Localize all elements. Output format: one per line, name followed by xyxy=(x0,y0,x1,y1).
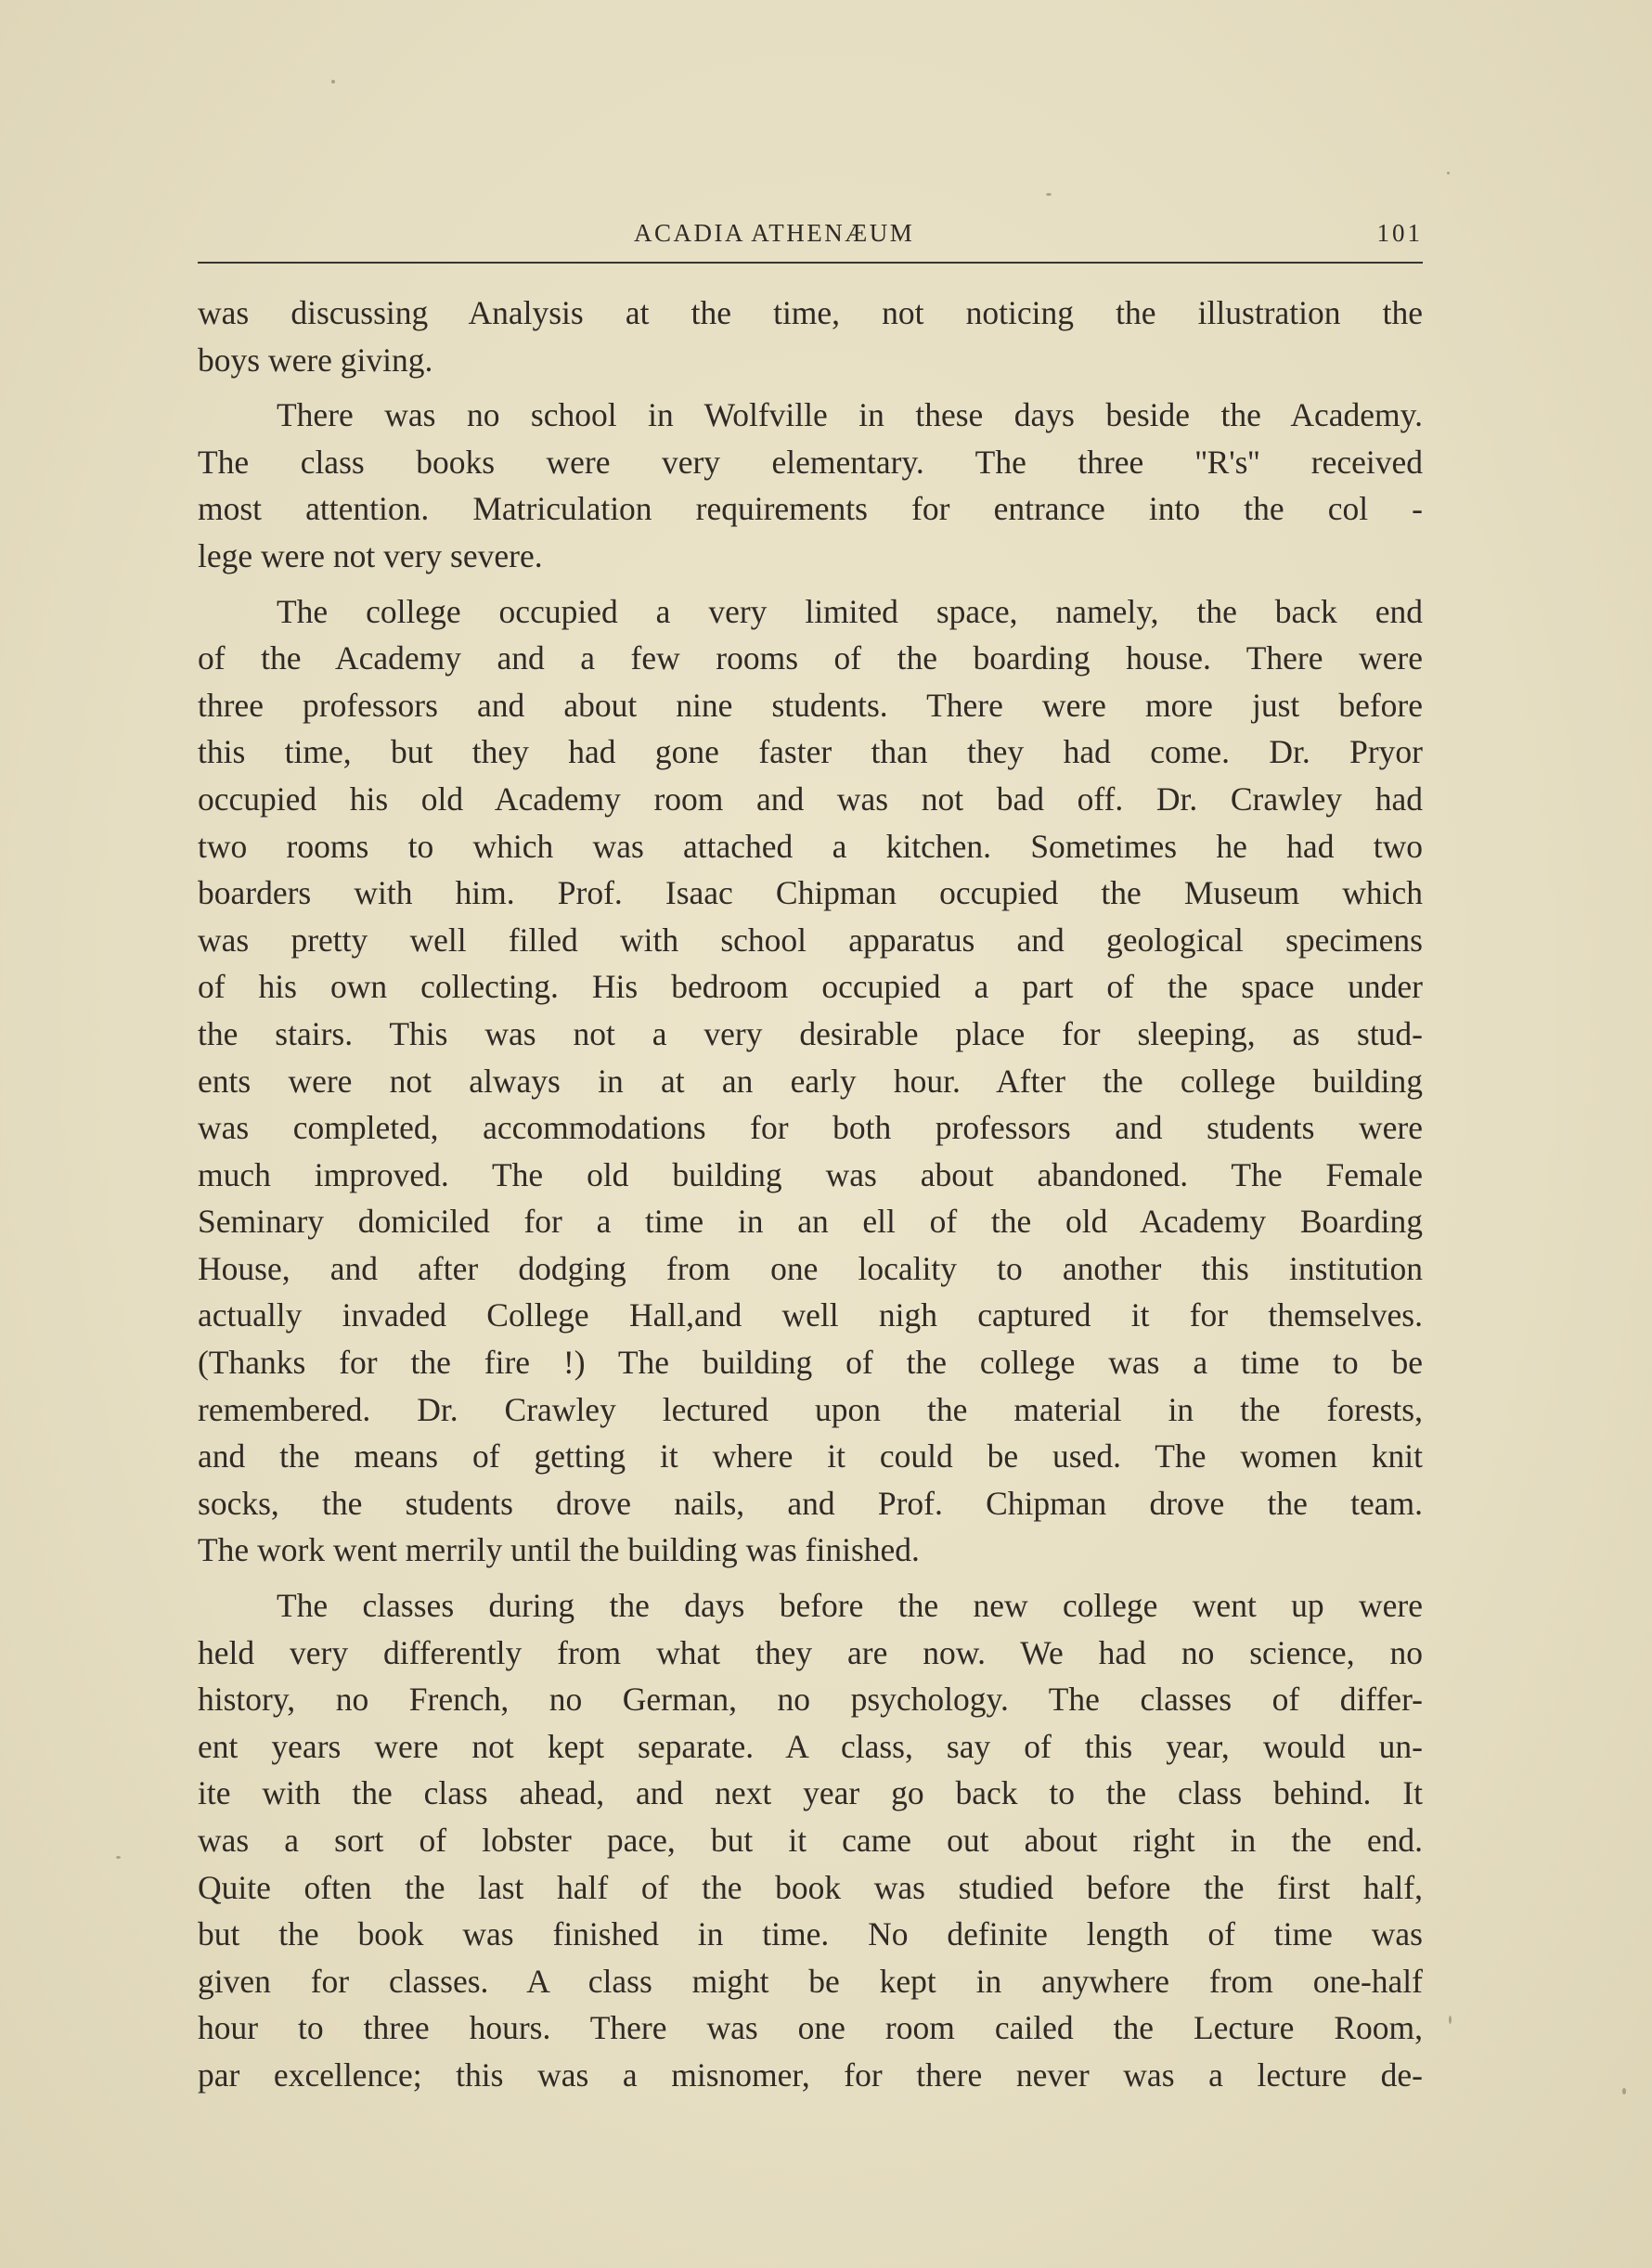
text-line: lege were not very severe. xyxy=(198,536,543,574)
text-line: ite with the class ahead, and next year go back to the class behind. It xyxy=(198,1774,1423,1812)
text-line: and the means of getting it where it could be used. The women knit xyxy=(198,1437,1423,1475)
paper-speck xyxy=(1447,172,1450,174)
text-line: The college occupied a very limited space, namely, the back end xyxy=(277,592,1423,630)
text-line: two rooms to which was attached a kitchen. Sometimes he had two xyxy=(198,827,1423,865)
paper-speck xyxy=(116,1856,121,1859)
text-line: Quite often the last half of the book was studied before the first half, xyxy=(198,1868,1423,1906)
text-line: socks, the students drove nails, and Prof. Chipman drove the team. xyxy=(198,1484,1423,1522)
paper-speck xyxy=(1046,193,1052,196)
text-line: There was no school in Wolfville in these days beside the Academy. xyxy=(277,396,1423,434)
text-line: boarders with him. Prof. Isaac Chipman occupied the Museum which xyxy=(198,874,1423,912)
text-line: was pretty well filled with school apparatus and geological specimens xyxy=(198,921,1423,959)
paragraph xyxy=(198,290,1423,383)
text-line: most attention. Matriculation requirements for entrance into the col - xyxy=(198,490,1423,528)
text-line: given for classes. A class might be kept in anywhere from one-half xyxy=(198,1962,1423,2000)
text-line: occupied his old Academy room and was not bad off. Dr. Crawley had xyxy=(198,780,1423,818)
paper-speck xyxy=(1449,2016,1452,2024)
text-line: The classes during the days before the new college went up were xyxy=(277,1587,1423,1625)
paper-speck xyxy=(331,80,335,84)
paragraph xyxy=(198,392,1423,579)
running-header xyxy=(198,210,1423,258)
text-line: ent years were not kept separate. A class, say of this year, would un- xyxy=(198,1727,1423,1765)
text-line: was a sort of lobster pace, but it came out about right in the end. xyxy=(198,1822,1423,1859)
text-line: remembered. Dr. Crawley lectured upon the material in the forests, xyxy=(198,1390,1423,1428)
text-line: of the Academy and a few rooms of the boarding house. There were xyxy=(198,639,1423,677)
text-line: par excellence; this was a misnomer, for there never was a lecture de- xyxy=(198,2055,1423,2094)
text-line: of his own collecting. His bedroom occupied a part of the space under xyxy=(198,968,1423,1006)
text-line: three professors and about nine students. There were more just before xyxy=(198,686,1423,724)
page-number: 101 xyxy=(1376,219,1423,247)
text-line: the stairs. This was not a very desirable place for sleeping, as stud- xyxy=(198,1014,1423,1052)
header-rule xyxy=(198,262,1423,264)
text-line: House, and after dodging from one locality to another this institution xyxy=(198,1249,1423,1287)
text-line: actually invaded College Hall,and well nigh captured it for themselves. xyxy=(198,1296,1423,1334)
text-line: hour to three hours. There was one room cailed the Lecture Room, xyxy=(198,2009,1423,2047)
text-line: ents were not always in at an early hour. After the college building xyxy=(198,1062,1423,1100)
paper-speck xyxy=(1622,2088,1626,2094)
text-line: The class books were very elementary. The three ''R's'' received xyxy=(198,443,1423,481)
text-line: (Thanks for the fire !) The building of the college was a time to be xyxy=(198,1344,1423,1382)
body-text xyxy=(198,290,1423,2099)
paragraph xyxy=(198,588,1423,1574)
paragraph xyxy=(198,1582,1423,2099)
text-line: was completed, accommodations for both professors and students were xyxy=(198,1109,1423,1147)
text-line: but the book was finished in time. No definite length of time was xyxy=(198,1915,1423,1953)
text-line: much improved. The old building was about abandoned. The Female xyxy=(198,1155,1423,1193)
text-line: held very differently from what they are now. We had no science, no xyxy=(198,1633,1423,1671)
text-line: Seminary domiciled for a time in an ell of the old Academy Boarding xyxy=(198,1203,1423,1241)
text-line: was discussing Analysis at the time, not noticing the illustration the xyxy=(198,294,1423,331)
text-line: this time, but they had gone faster than they had come. Dr. Pryor xyxy=(198,733,1423,771)
text-line: The work went merrily until the building was finished. xyxy=(198,1531,920,1569)
journal-title: ACADIA ATHENÆUM xyxy=(634,219,915,247)
text-line: boys were giving. xyxy=(198,341,433,379)
text-line: history, no French, no German, no psychology. The classes of differ- xyxy=(198,1681,1423,1719)
